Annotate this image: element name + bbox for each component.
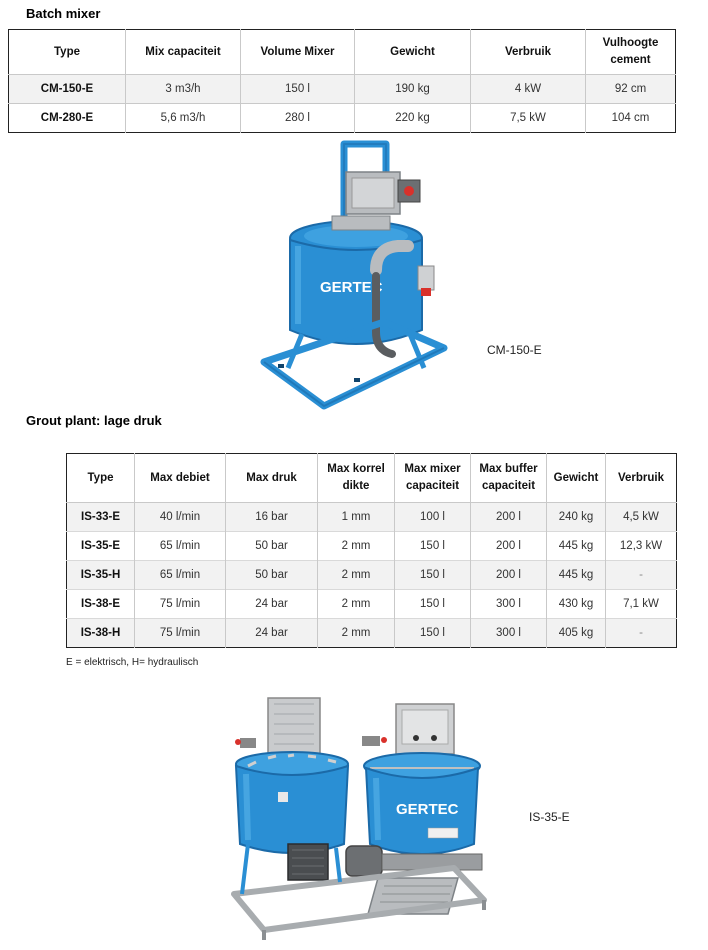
cell: 300 l — [471, 619, 547, 648]
cell: 445 kg — [547, 561, 606, 590]
table-row — [9, 75, 676, 104]
footnote: E = elektrisch, H= hydraulisch — [66, 657, 199, 668]
cell: 7,5 kW — [471, 104, 586, 133]
cell: 75 l/min — [135, 619, 226, 648]
is-35-e-caption: IS-35-E — [529, 810, 570, 824]
col-header: Max mixer capaciteit — [395, 454, 471, 503]
gertec-logo: GERTEC — [320, 279, 383, 296]
col-header: Max debiet — [135, 454, 226, 503]
col-header: Max buffer capaciteit — [471, 454, 547, 503]
cell: 405 kg — [547, 619, 606, 648]
cell: 2 mm — [318, 532, 395, 561]
grout-plant-title: Grout plant: lage druk — [26, 413, 162, 428]
cell: 100 l — [395, 503, 471, 532]
cell-type: IS-38-H — [67, 619, 135, 648]
cell: 150 l — [395, 590, 471, 619]
cell: 5,6 m3/h — [126, 104, 241, 133]
table-row — [67, 561, 677, 590]
col-header: Verbruik — [471, 30, 586, 75]
col-header: Gewicht — [547, 454, 606, 503]
cell: 24 bar — [226, 619, 318, 648]
col-header: Vulhoogte cement — [586, 30, 676, 75]
cell: 50 bar — [226, 561, 318, 590]
cell: 24 bar — [226, 590, 318, 619]
batch-mixer-title: Batch mixer — [26, 6, 101, 21]
cell-type: IS-33-E — [67, 503, 135, 532]
cell: 4 kW — [471, 75, 586, 104]
cell: 280 l — [241, 104, 355, 133]
cell: 16 bar — [226, 503, 318, 532]
cell: 75 l/min — [135, 590, 226, 619]
grout-plant-table — [66, 453, 677, 648]
cm-150-e-caption: CM-150-E — [487, 343, 542, 357]
cell: 430 kg — [547, 590, 606, 619]
cm-150-e-photo — [258, 136, 450, 414]
cell: 150 l — [241, 75, 355, 104]
is-35-e-photo — [228, 694, 490, 944]
cell: 2 mm — [318, 619, 395, 648]
col-header: Verbruik — [606, 454, 677, 503]
table-row — [9, 104, 676, 133]
table-header-row — [67, 454, 677, 503]
table-row — [67, 619, 677, 648]
cell: - — [606, 561, 677, 590]
cell: 200 l — [471, 561, 547, 590]
cell: 2 mm — [318, 590, 395, 619]
batch-mixer-table — [8, 29, 676, 133]
cell: 3 m3/h — [126, 75, 241, 104]
cell: 150 l — [395, 561, 471, 590]
cell: 2 mm — [318, 561, 395, 590]
cell: 445 kg — [547, 532, 606, 561]
cell: 7,1 kW — [606, 590, 677, 619]
col-header: Type — [67, 454, 135, 503]
cell: 104 cm — [586, 104, 676, 133]
col-header: Mix capaciteit — [126, 30, 241, 75]
cell: 50 bar — [226, 532, 318, 561]
cell: 200 l — [471, 532, 547, 561]
col-header: Max korrel dikte — [318, 454, 395, 503]
cell-type: CM-280-E — [9, 104, 126, 133]
cell: - — [606, 619, 677, 648]
cell: 300 l — [471, 590, 547, 619]
cell: 1 mm — [318, 503, 395, 532]
col-header: Type — [9, 30, 126, 75]
cell: 150 l — [395, 619, 471, 648]
table-row — [67, 590, 677, 619]
cell: 200 l — [471, 503, 547, 532]
cell-type: CM-150-E — [9, 75, 126, 104]
col-header: Max druk — [226, 454, 318, 503]
col-header: Gewicht — [355, 30, 471, 75]
table-header-row — [9, 30, 676, 75]
cell: 190 kg — [355, 75, 471, 104]
cell-type: IS-35-E — [67, 532, 135, 561]
cell: 220 kg — [355, 104, 471, 133]
cell-type: IS-38-E — [67, 590, 135, 619]
cell: 12,3 kW — [606, 532, 677, 561]
cell: 240 kg — [547, 503, 606, 532]
cell: 40 l/min — [135, 503, 226, 532]
table-row — [67, 532, 677, 561]
cell: 150 l — [395, 532, 471, 561]
gertec-logo: GERTEC — [396, 801, 459, 818]
cell-type: IS-35-H — [67, 561, 135, 590]
cell: 92 cm — [586, 75, 676, 104]
cell: 4,5 kW — [606, 503, 677, 532]
cell: 65 l/min — [135, 561, 226, 590]
cell: 65 l/min — [135, 532, 226, 561]
col-header: Volume Mixer — [241, 30, 355, 75]
table-row — [67, 503, 677, 532]
